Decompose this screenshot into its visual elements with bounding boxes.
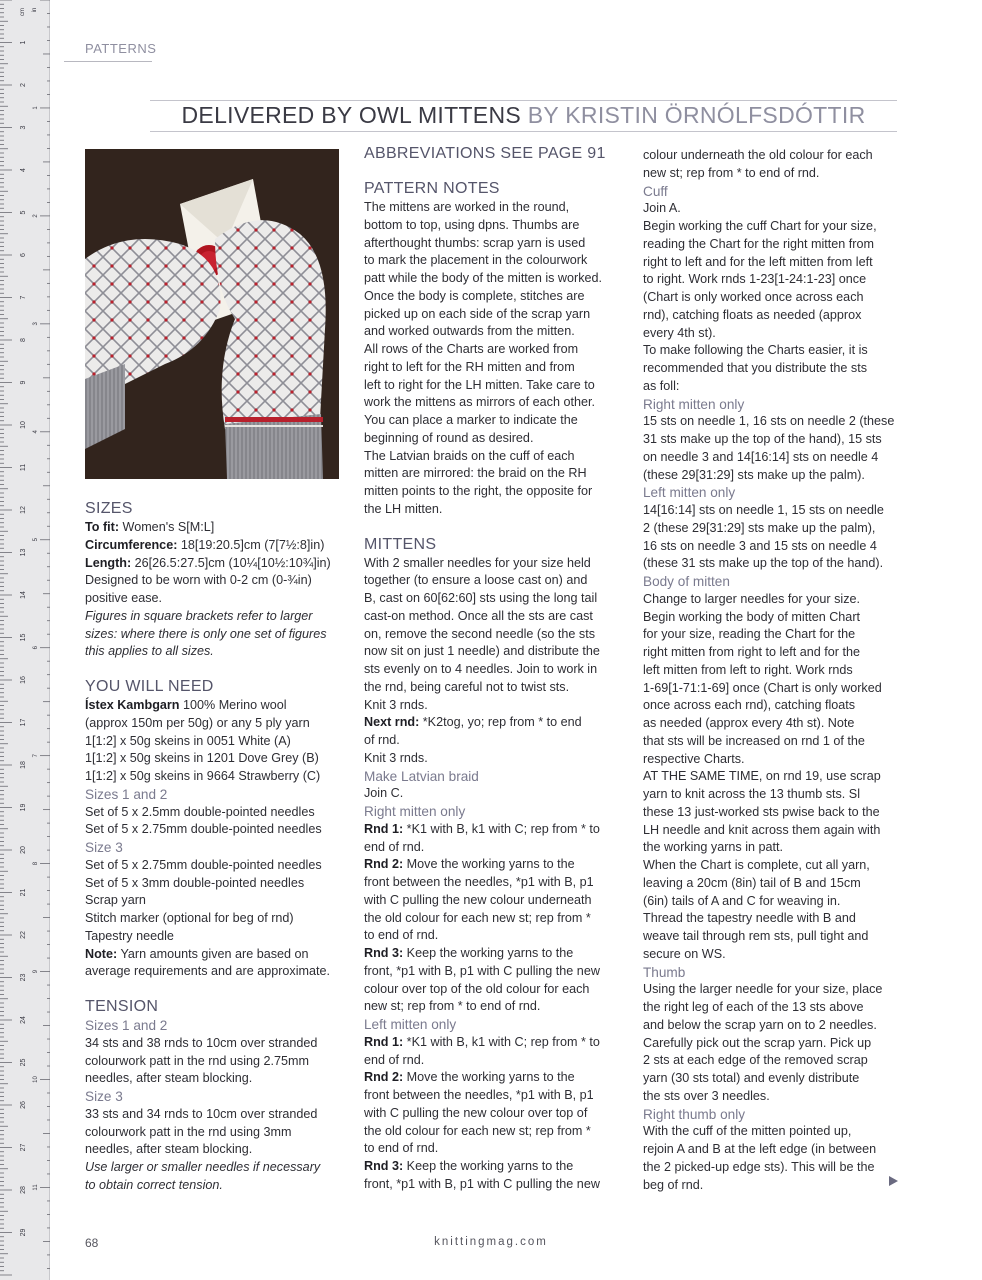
measuring-ruler [0, 0, 50, 1280]
ruler-in-label: 3 [33, 322, 39, 326]
text-line [364, 1105, 624, 1123]
text-line: Thread the tapestry needle with B and [643, 911, 856, 926]
text-line: picked up on each side of the scrap yarn [364, 306, 591, 321]
text-line [364, 643, 624, 661]
ruler-cm-label: 7 [20, 295, 27, 300]
ruler-in-label: 11 [33, 1184, 39, 1191]
bold-label: Rnd 2: [364, 1070, 404, 1085]
text-line: bottom to top, using dpns. Thumbs are [364, 217, 580, 232]
text-line: for your size, reading the Chart for the [643, 627, 856, 642]
line-text: *K1 with B, k1 with C; rep from * to [403, 821, 600, 836]
text-line: right mitten from right to left and for the [643, 645, 860, 659]
text-line: mitten points to the right, the opposite for [364, 484, 593, 498]
ruler-cm-label: 1 [20, 40, 27, 45]
bold-label: To fit: [85, 520, 120, 534]
ruler-cm-label: 26 [20, 1101, 27, 1109]
line-text: the rnd, being careful not to twist sts. [364, 679, 570, 694]
text-line: sizes: where there is only one set of figures [85, 626, 327, 641]
ruler-cm-label: 9 [20, 380, 27, 385]
ruler-cm-label: 4 [20, 168, 27, 172]
ruler-in-label: 5 [33, 538, 39, 542]
text-line [364, 981, 624, 999]
text-line: Set of 5 x 2.75mm double-pointed needles [85, 857, 322, 872]
ruler-cm-label: 16 [20, 676, 27, 684]
line-text: end of rnd. [364, 1052, 425, 1067]
text-line [364, 963, 624, 981]
text-line: the working yarns in patt. [643, 840, 784, 855]
text-line: new st; rep from * to end of rnd. [643, 165, 820, 180]
text-line: on needle 3 and 14[16:14] sts on needle 4 [643, 449, 879, 464]
text-line: The mittens are worked in the round, [364, 200, 570, 214]
text-line: patt while the body of the mitten is worked. [364, 271, 603, 285]
text-line: to mark the placement in the colourwork [364, 253, 588, 268]
text-line: and worked outwards from the mitten. [364, 324, 575, 339]
bold-label: Next rnd: [364, 715, 420, 730]
line-text: sts evenly on to 4 needles. Join to work in [364, 662, 598, 676]
text-line: LH needle and knit across them again with [643, 822, 881, 837]
text-line: colour underneath the old colour for each [643, 148, 873, 162]
ruler-cm-label: 28 [20, 1186, 27, 1194]
line-text: Designed to be worn with 0-2 cm (0-¾in) [85, 573, 312, 588]
text-line: these 13 just-worked sts pwise back to the [643, 804, 880, 819]
text-line: 16 sts on needle 3 and 15 sts on needle 4 [643, 538, 877, 553]
text-line: 2 (these 29[31:29] sts make up the palm), [643, 520, 876, 535]
left-mitten-heading: Left mitten only [643, 485, 736, 501]
text-line [85, 590, 347, 608]
section-tag: PATTERNS [85, 41, 157, 56]
text-line: colourwork patt in the rnd using 3mm [85, 1124, 292, 1139]
tension-size-3-heading: Size 3 [85, 1089, 123, 1104]
text-line: left to right for the LH mitten. Take care to [364, 377, 595, 392]
ruler-in-unit: in [32, 7, 38, 13]
pattern-notes-text [364, 199, 624, 519]
text-line: When the Chart is complete, cut all yarn, [643, 858, 870, 872]
right-thumb-heading: Right thumb only [643, 1106, 746, 1122]
line-text: positive ease. [85, 591, 163, 605]
title-main: DELIVERED BY OWL MITTENS [181, 102, 522, 128]
ruler-cm-label: 19 [20, 803, 27, 812]
text-line [364, 679, 624, 697]
ruler-in-label: 6 [33, 646, 39, 650]
ruler-cm-label: 18 [20, 761, 27, 769]
needles-size-3 [85, 857, 347, 946]
sizes-note [85, 608, 347, 661]
text-line: rejoin A and B at the left edge (in between [643, 1142, 877, 1156]
text-line: rnd), catching floats as needed (approx [643, 307, 862, 322]
ruler-cm-label: 17 [20, 718, 27, 727]
line-text: together (to ensure a loose cast on) and [364, 573, 588, 588]
text-line: (Chart is only worked once across each [643, 290, 864, 304]
title-rule-bottom [150, 131, 897, 132]
line-text: to end of rnd. [364, 1141, 439, 1156]
text-line: the 2 picked-up edge sts). This will be the [643, 1159, 875, 1174]
tension-sizes-1-2 [85, 1035, 347, 1088]
line-text: 100% Merino wool [179, 698, 287, 712]
ruler-cm-label: 15 [20, 633, 27, 642]
bold-label: Rnd 2: [364, 857, 404, 872]
line-text: front, *p1 with B, p1 with C pulling the new [364, 1176, 600, 1191]
body-heading: Body of mitten [643, 574, 730, 589]
line-text: of rnd. [364, 733, 400, 747]
join-c-text: Join C. [364, 786, 404, 801]
ruler-cm-label: 5 [20, 210, 27, 215]
text-line [364, 1034, 624, 1052]
text-line: mitten are mirrored: the braid on the RH [364, 466, 587, 481]
text-line: respective Charts. [643, 751, 745, 766]
right-mitten-heading: Right mitten only [643, 396, 745, 412]
line-text: end of rnd. [364, 839, 425, 854]
text-line [364, 572, 624, 590]
mittens-heading: MITTENS [364, 535, 437, 553]
text-line [85, 519, 347, 537]
ruler-in-label: 8 [33, 861, 39, 866]
tension-size-3 [85, 1106, 347, 1159]
text-line: the LH mitten. [364, 501, 443, 516]
text-line: as needed (approx every 4th st). Note [643, 716, 855, 730]
text-line: Stitch marker (optional for beg of rnd) [85, 911, 294, 925]
text-line: the right leg of each of the 13 sts above [643, 1000, 864, 1014]
text-line: Set of 5 x 2.75mm double-pointed needles [85, 822, 322, 837]
text-line [364, 839, 624, 857]
body-text [643, 591, 905, 964]
size-3-needles-heading: Size 3 [85, 840, 123, 855]
cuff-text [643, 200, 905, 395]
text-line: (these 31 sts make up the top of the hand). [643, 556, 884, 571]
left-mitten-braid [364, 1034, 624, 1194]
line-text: Keep the working yarns to the [403, 946, 574, 960]
ruler-in-label: 9 [33, 969, 39, 974]
yarn-list [85, 697, 347, 786]
bold-label: Ístex Kambgarn [85, 698, 180, 712]
you-will-need-heading: YOU WILL NEED [85, 678, 214, 695]
text-line: To make following the Charts easier, it is [643, 343, 868, 358]
ruler-cm-label: 27 [20, 1143, 27, 1152]
line-text: on, remove the second needle (so the sts [364, 626, 596, 641]
text-line: 33 sts and 34 rnds to 10cm over stranded [85, 1106, 318, 1121]
text-line [364, 626, 624, 644]
text-line [85, 537, 347, 555]
text-line [364, 714, 624, 732]
line-text: 1[1:2] x 50g skeins in 9664 Strawberry (C) [85, 769, 321, 783]
text-line: this applies to all sizes. [85, 644, 214, 659]
latvian-braid-heading: Make Latvian braid [364, 768, 479, 784]
line-text: *K1 with B, k1 with C; rep from * to [403, 1034, 600, 1049]
bold-label: Rnd 1: [364, 1034, 404, 1049]
line-text: Yarn amounts given are based on [117, 946, 309, 961]
text-line [364, 821, 624, 839]
text-line [364, 1069, 624, 1087]
text-line: Set of 5 x 3mm double-pointed needles [85, 875, 305, 890]
text-line [364, 945, 624, 963]
text-line [364, 555, 624, 573]
bold-label: Rnd 3: [364, 1159, 404, 1173]
text-line [364, 697, 624, 715]
text-line: weave tail through rem sts, pull tight and [643, 929, 869, 943]
text-line [364, 590, 624, 608]
continue-arrow-icon [889, 1176, 898, 1186]
line-text: to end of rnd. [364, 928, 439, 943]
needles-sizes-1-2 [85, 804, 347, 840]
line-text: Knit 3 rnds. [364, 697, 428, 712]
text-line [364, 1052, 624, 1070]
text-line: right to left and for the left mitten from left [643, 254, 873, 269]
ruler-cm-label: 6 [20, 253, 27, 257]
text-line: 1-69[1-71:1-69] once (Chart is only worked [643, 680, 882, 695]
line-text: With 2 smaller needles for your size held [364, 555, 591, 570]
sizes-list [85, 519, 347, 608]
text-line: left mitten from left to right. Work rnds [643, 662, 853, 677]
text-line: as foll: [643, 378, 680, 393]
ruler-cm-label: 12 [20, 506, 27, 514]
text-line [364, 1140, 624, 1158]
text-line [364, 732, 624, 750]
text-line: Figures in square brackets refer to larger [85, 608, 313, 623]
right-mitten-braid-heading: Right mitten only [364, 804, 466, 819]
text-line [364, 1176, 624, 1194]
ruler-in-label: 7 [33, 753, 39, 758]
text-line [85, 750, 347, 768]
text-line: beginning of round as desired. [364, 430, 534, 445]
text-line: Use larger or smaller needles if necessary [85, 1160, 321, 1174]
bold-label: Note: [85, 946, 118, 961]
text-line [364, 661, 624, 679]
text-line: Begin working the body of mitten Chart [643, 609, 861, 624]
right-thumb-text [643, 1123, 905, 1194]
text-line: recommended that you distribute the sts [643, 361, 868, 375]
line-text: new st; rep from * to end of rnd. [364, 999, 541, 1014]
text-line [364, 1087, 624, 1105]
text-line: needles, after steam blocking. [85, 1142, 253, 1157]
text-line: to obtain correct tension. [85, 1177, 223, 1192]
text-line: afterthought thumbs: scrap yarn is used [364, 235, 586, 250]
text-line [85, 572, 347, 590]
ruler-cm-label: 21 [20, 888, 27, 897]
mittens-photo [85, 149, 339, 479]
text-line: With the cuff of the mitten pointed up, [643, 1124, 852, 1139]
text-line: All rows of the Charts are worked from [364, 342, 579, 356]
footer-url: knittingmag.com [434, 1236, 548, 1248]
text-line: 14[16:14] sts on needle 1, 15 sts on needle [643, 503, 884, 517]
ruler-in-label: 2 [33, 214, 39, 218]
text-line: right to left for the RH mitten and from [364, 359, 575, 374]
text-line [364, 608, 624, 626]
text-line: to right. Work rnds 1-23[1-24:1-23] once [643, 272, 867, 287]
ruler-graphic [0, 0, 50, 1280]
tension-heading: TENSION [85, 998, 159, 1015]
line-text: Move the working yarns to the [403, 1070, 575, 1085]
line-text: the old colour for each new st; rep from * [364, 1123, 591, 1138]
line-text: (approx 150m per 50g) or any 5 ply yarn [85, 715, 310, 730]
line-text: now sit on just 1 needle) and distribute the [364, 644, 600, 659]
text-line: the sts over 3 needles. [643, 1088, 770, 1103]
left-mitten-distribution [643, 502, 905, 573]
line-text: *K2tog, yo; rep from * to end [419, 715, 582, 730]
text-line: Using the larger needle for your size, place [643, 982, 883, 997]
text-line [85, 946, 347, 964]
text-line: (these 29[31:29] sts make up the palm). [643, 467, 865, 482]
text-line: Join A. [643, 201, 681, 216]
text-line [85, 715, 347, 733]
page-number: 68 [85, 1236, 99, 1250]
ruler-cm-label: 23 [20, 973, 27, 982]
text-line [85, 555, 347, 573]
page-title [150, 102, 897, 129]
text-line: (6in) tails of A and C for weaving in. [643, 893, 841, 908]
line-text: front between the needles, *p1 with B, p1 [364, 875, 594, 889]
text-line: reading the Chart for the right mitten from [643, 236, 874, 251]
thumb-heading: Thumb [643, 964, 686, 980]
ruler-cm-label: 20 [20, 846, 27, 854]
ruler-cm-label: 2 [20, 83, 27, 87]
text-line: The Latvian braids on the cuff of each [364, 448, 575, 463]
ruler-in-label: 4 [33, 430, 39, 434]
ruler-cm-label: 22 [20, 931, 27, 939]
text-line [364, 856, 624, 874]
right-mitten-distribution [643, 413, 905, 484]
line-text: cast-on method. Once all the sts are cast [364, 608, 593, 623]
text-line [364, 750, 624, 768]
abbreviations-heading: ABBREVIATIONS SEE PAGE 91 [364, 145, 606, 162]
ruler-cm-label: 14 [20, 591, 27, 599]
text-line: Once the body is complete, stitches are [364, 288, 585, 303]
ruler-in-label: 1 [33, 106, 39, 110]
text-line: AT THE SAME TIME, on rnd 19, use scrap [643, 769, 881, 784]
text-line [85, 768, 347, 786]
text-line: 34 sts and 38 rnds to 10cm over stranded [85, 1035, 318, 1050]
braid-continuation [643, 147, 905, 183]
bold-label: Rnd 1: [364, 821, 404, 836]
line-text: front, *p1 with B, p1 with C pulling the new [364, 963, 600, 978]
text-line [85, 963, 347, 981]
text-line: yarn (30 sts total) and evenly distribute [643, 1071, 860, 1085]
text-line: and below the scrap yarn on to 2 needles. [643, 1017, 877, 1032]
line-text: front between the needles, *p1 with B, p1 [364, 1088, 594, 1102]
line-text: 1[1:2] x 50g skeins in 1201 Dove Grey (B) [85, 751, 319, 766]
text-line: You can place a marker to indicate the [364, 413, 578, 427]
bold-label: Circumference: [85, 537, 178, 552]
line-text: with C pulling the new colour underneath [364, 892, 592, 907]
line-text: average requirements and are approximate. [85, 964, 331, 979]
ruler-cm-unit: cm [20, 8, 26, 16]
text-line: 2 sts at each edge of the removed scrap [643, 1053, 868, 1068]
ruler-cm-label: 24 [20, 1016, 27, 1024]
line-text: with C pulling the new colour over top of [364, 1105, 588, 1120]
line-text: 18[19:20.5]cm (7[7½:8]in) [177, 537, 325, 552]
text-line: Set of 5 x 2.5mm double-pointed needles [85, 804, 315, 819]
text-line: yarn to knit across the 13 thumb sts. Sl [643, 787, 860, 801]
text-line: Begin working the cuff Chart for your size, [643, 219, 877, 233]
text-line: Change to larger needles for your size. [643, 591, 861, 606]
mittens-cast-on [364, 555, 624, 768]
left-mitten-braid-heading: Left mitten only [364, 1017, 457, 1032]
bold-label: Rnd 3: [364, 946, 404, 960]
ruler-cm-label: 29 [20, 1228, 27, 1237]
cuff-heading: Cuff [643, 183, 668, 199]
section-divider [64, 61, 152, 62]
line-text: colour over top of the old colour for each [364, 981, 590, 996]
text-line: once across each rnd), catching floats [643, 698, 856, 713]
line-text: B, cast on 60[62:60] sts using the long tail [364, 591, 598, 605]
title-rule-top [150, 100, 897, 101]
text-line: work the mittens as mirrors of each other. [364, 395, 595, 410]
line-text: Keep the working yarns to the [403, 1159, 574, 1173]
column-pattern-notes [364, 144, 624, 1194]
tension-sizes-1-2-heading: Sizes 1 and 2 [85, 1018, 168, 1033]
sizes-heading: SIZES [85, 500, 133, 517]
ruler-cm-label: 13 [20, 548, 27, 557]
text-line [364, 910, 624, 928]
ruler-cm-label: 11 [20, 463, 27, 472]
column-sizes-materials [85, 499, 347, 1195]
text-line: 31 sts make up the top of the hand), 15 sts [643, 432, 882, 446]
column-instructions [643, 147, 905, 1194]
line-text: Knit 3 rnds. [364, 750, 428, 765]
pattern-notes-heading: PATTERN NOTES [364, 180, 500, 197]
ruler-cm-label: 10 [20, 421, 27, 429]
ruler-cm-label: 8 [20, 338, 27, 342]
text-line: leaving a 20cm (8in) tail of B and 15cm [643, 875, 861, 890]
yarn-note [85, 946, 347, 982]
text-line: needles, after steam blocking. [85, 1071, 253, 1086]
line-text: 26[26.5:27.5]cm (10¼[10½:10¾]in) [131, 555, 331, 570]
text-line: every 4th st). [643, 325, 716, 340]
text-line: Carefully pick out the scrap yarn. Pick up [643, 1035, 872, 1050]
ruler-in-label: 10 [33, 1076, 39, 1083]
text-line [364, 927, 624, 945]
text-line [364, 998, 624, 1016]
text-line [364, 874, 624, 892]
text-line: Tapestry needle [85, 928, 174, 943]
text-line: beg of rnd. [643, 1177, 704, 1192]
text-line [85, 697, 347, 715]
text-line: 15 sts on needle 1, 16 sts on needle 2 (these [643, 414, 895, 429]
text-line: Scrap yarn [85, 893, 146, 908]
text-line: secure on WS. [643, 946, 726, 961]
text-line [364, 1158, 624, 1176]
sizes-1-2-needles-heading: Sizes 1 and 2 [85, 786, 168, 802]
line-text: the old colour for each new st; rep from * [364, 910, 591, 925]
line-text: Women's S[M:L] [119, 520, 215, 534]
text-line: that sts will be increased on rnd 1 of the [643, 733, 865, 748]
bold-label: Length: [85, 555, 132, 570]
text-line [364, 892, 624, 910]
thumb-text [643, 981, 905, 1105]
title-byline: BY KRISTIN ÖRNÓLFSDÓTTIR [527, 102, 866, 128]
line-text: 1[1:2] x 50g skeins in 0051 White (A) [85, 733, 291, 748]
line-text: Move the working yarns to the [403, 857, 575, 872]
ruler-cm-label: 25 [20, 1058, 27, 1067]
text-line [85, 733, 347, 751]
text-line [364, 1123, 624, 1141]
text-line: colourwork patt in the rnd using 2.75mm [85, 1053, 310, 1068]
right-mitten-braid [364, 821, 624, 1016]
tension-note [85, 1159, 347, 1195]
ruler-cm-label: 3 [20, 125, 27, 130]
